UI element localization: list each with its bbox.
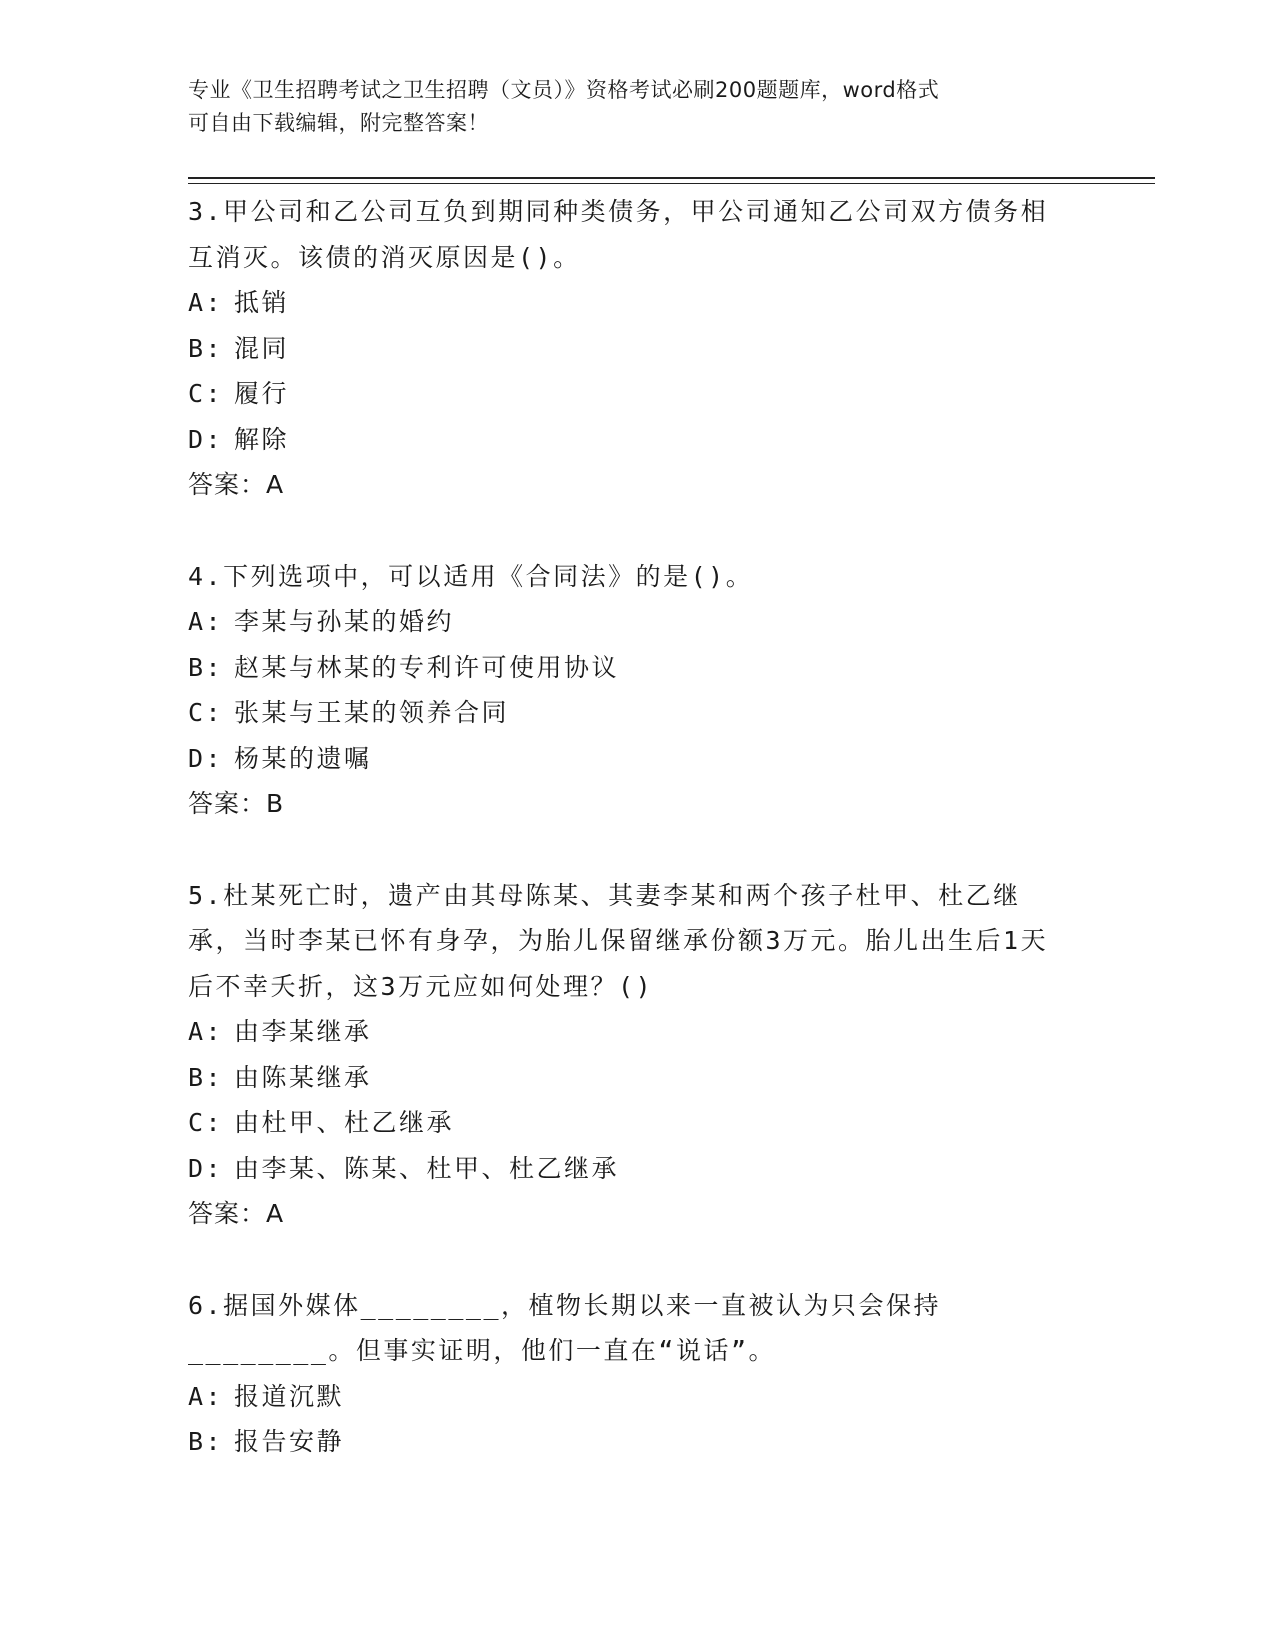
option-letter: D:	[188, 743, 224, 773]
header-divider-thick	[188, 177, 1155, 179]
option-text: 由杜甲、杜乙继承	[234, 1108, 455, 1137]
answer-line: 答案：A	[188, 1199, 285, 1228]
option-text: 杨某的遗嘱	[234, 743, 372, 773]
question-text: 6.据国外媒体________，植物长期以来一直被认为只会保持________。但事实证明，他们一直在“说话”。	[188, 1290, 942, 1365]
option-a	[188, 1374, 1068, 1420]
option-a	[188, 1009, 1068, 1055]
option-c	[188, 1100, 1068, 1146]
option-letter: C:	[188, 698, 224, 727]
option-letter: A:	[188, 1381, 224, 1411]
header-title-line-2: 可自由下载编辑，附完整答案！	[188, 111, 489, 135]
option-letter: C:	[188, 1108, 224, 1137]
option-text: 报告安静	[234, 1427, 345, 1456]
option-d	[188, 417, 1068, 463]
option-text: 张某与王某的领养合同	[234, 698, 510, 727]
option-b	[188, 326, 1068, 372]
question-6	[188, 1283, 1068, 1465]
option-b	[188, 1055, 1068, 1101]
option-a	[188, 599, 1068, 645]
option-d	[188, 1146, 1068, 1192]
option-letter: A:	[188, 607, 224, 636]
header-divider-thin	[188, 183, 1155, 184]
option-b	[188, 1419, 1068, 1465]
option-letter: A:	[188, 288, 224, 317]
option-text: 报道沉默	[234, 1381, 345, 1411]
question-5	[188, 873, 1068, 1237]
document-header	[188, 74, 1068, 140]
option-text: 由陈某继承	[234, 1062, 372, 1092]
option-letter: B:	[188, 333, 224, 363]
option-letter: B:	[188, 1427, 224, 1456]
question-3	[188, 189, 1068, 508]
option-c	[188, 371, 1068, 417]
option-letter: D:	[188, 1153, 224, 1183]
option-c	[188, 690, 1068, 736]
header-title-line-1: 专业《卫生招聘考试之卫生招聘（文员）》资格考试必刷200题题库，word格式	[188, 78, 940, 102]
question-text: 5.杜某死亡时，遗产由其母陈某、其妻李某和两个孩子杜甲、杜乙继承，当时李某已怀有身孕，为胎儿保留继承份额3万元。胎儿出生后1天后不幸夭折，这3万元应如何处理？()	[188, 880, 1049, 1001]
question-text: 4.下列选项中，可以适用《合同法》的是()。	[188, 561, 754, 591]
option-text: 李某与孙某的婚约	[234, 607, 455, 636]
question-4	[188, 554, 1068, 827]
option-d	[188, 736, 1068, 782]
option-text: 解除	[234, 424, 290, 454]
option-b	[188, 645, 1068, 691]
option-text: 由李某继承	[234, 1017, 372, 1046]
answer-line: 答案：B	[188, 789, 285, 818]
option-text: 由李某、陈某、杜甲、杜乙继承	[234, 1153, 620, 1183]
option-letter: C:	[188, 379, 224, 408]
option-letter: B:	[188, 1062, 224, 1092]
question-text: 3.甲公司和乙公司互负到期同种类债务，甲公司通知乙公司双方债务相互消灭。该债的消灭原因是()。	[188, 197, 1049, 272]
option-text: 赵某与林某的专利许可使用协议	[234, 652, 620, 682]
option-letter: B:	[188, 652, 224, 682]
question-list	[188, 189, 1068, 1511]
answer-line: 答案：A	[188, 470, 285, 499]
option-letter: A:	[188, 1017, 224, 1046]
option-a	[188, 280, 1068, 326]
option-text: 抵销	[234, 288, 290, 317]
option-text: 履行	[234, 379, 290, 408]
option-text: 混同	[234, 333, 290, 363]
option-letter: D:	[188, 424, 224, 454]
